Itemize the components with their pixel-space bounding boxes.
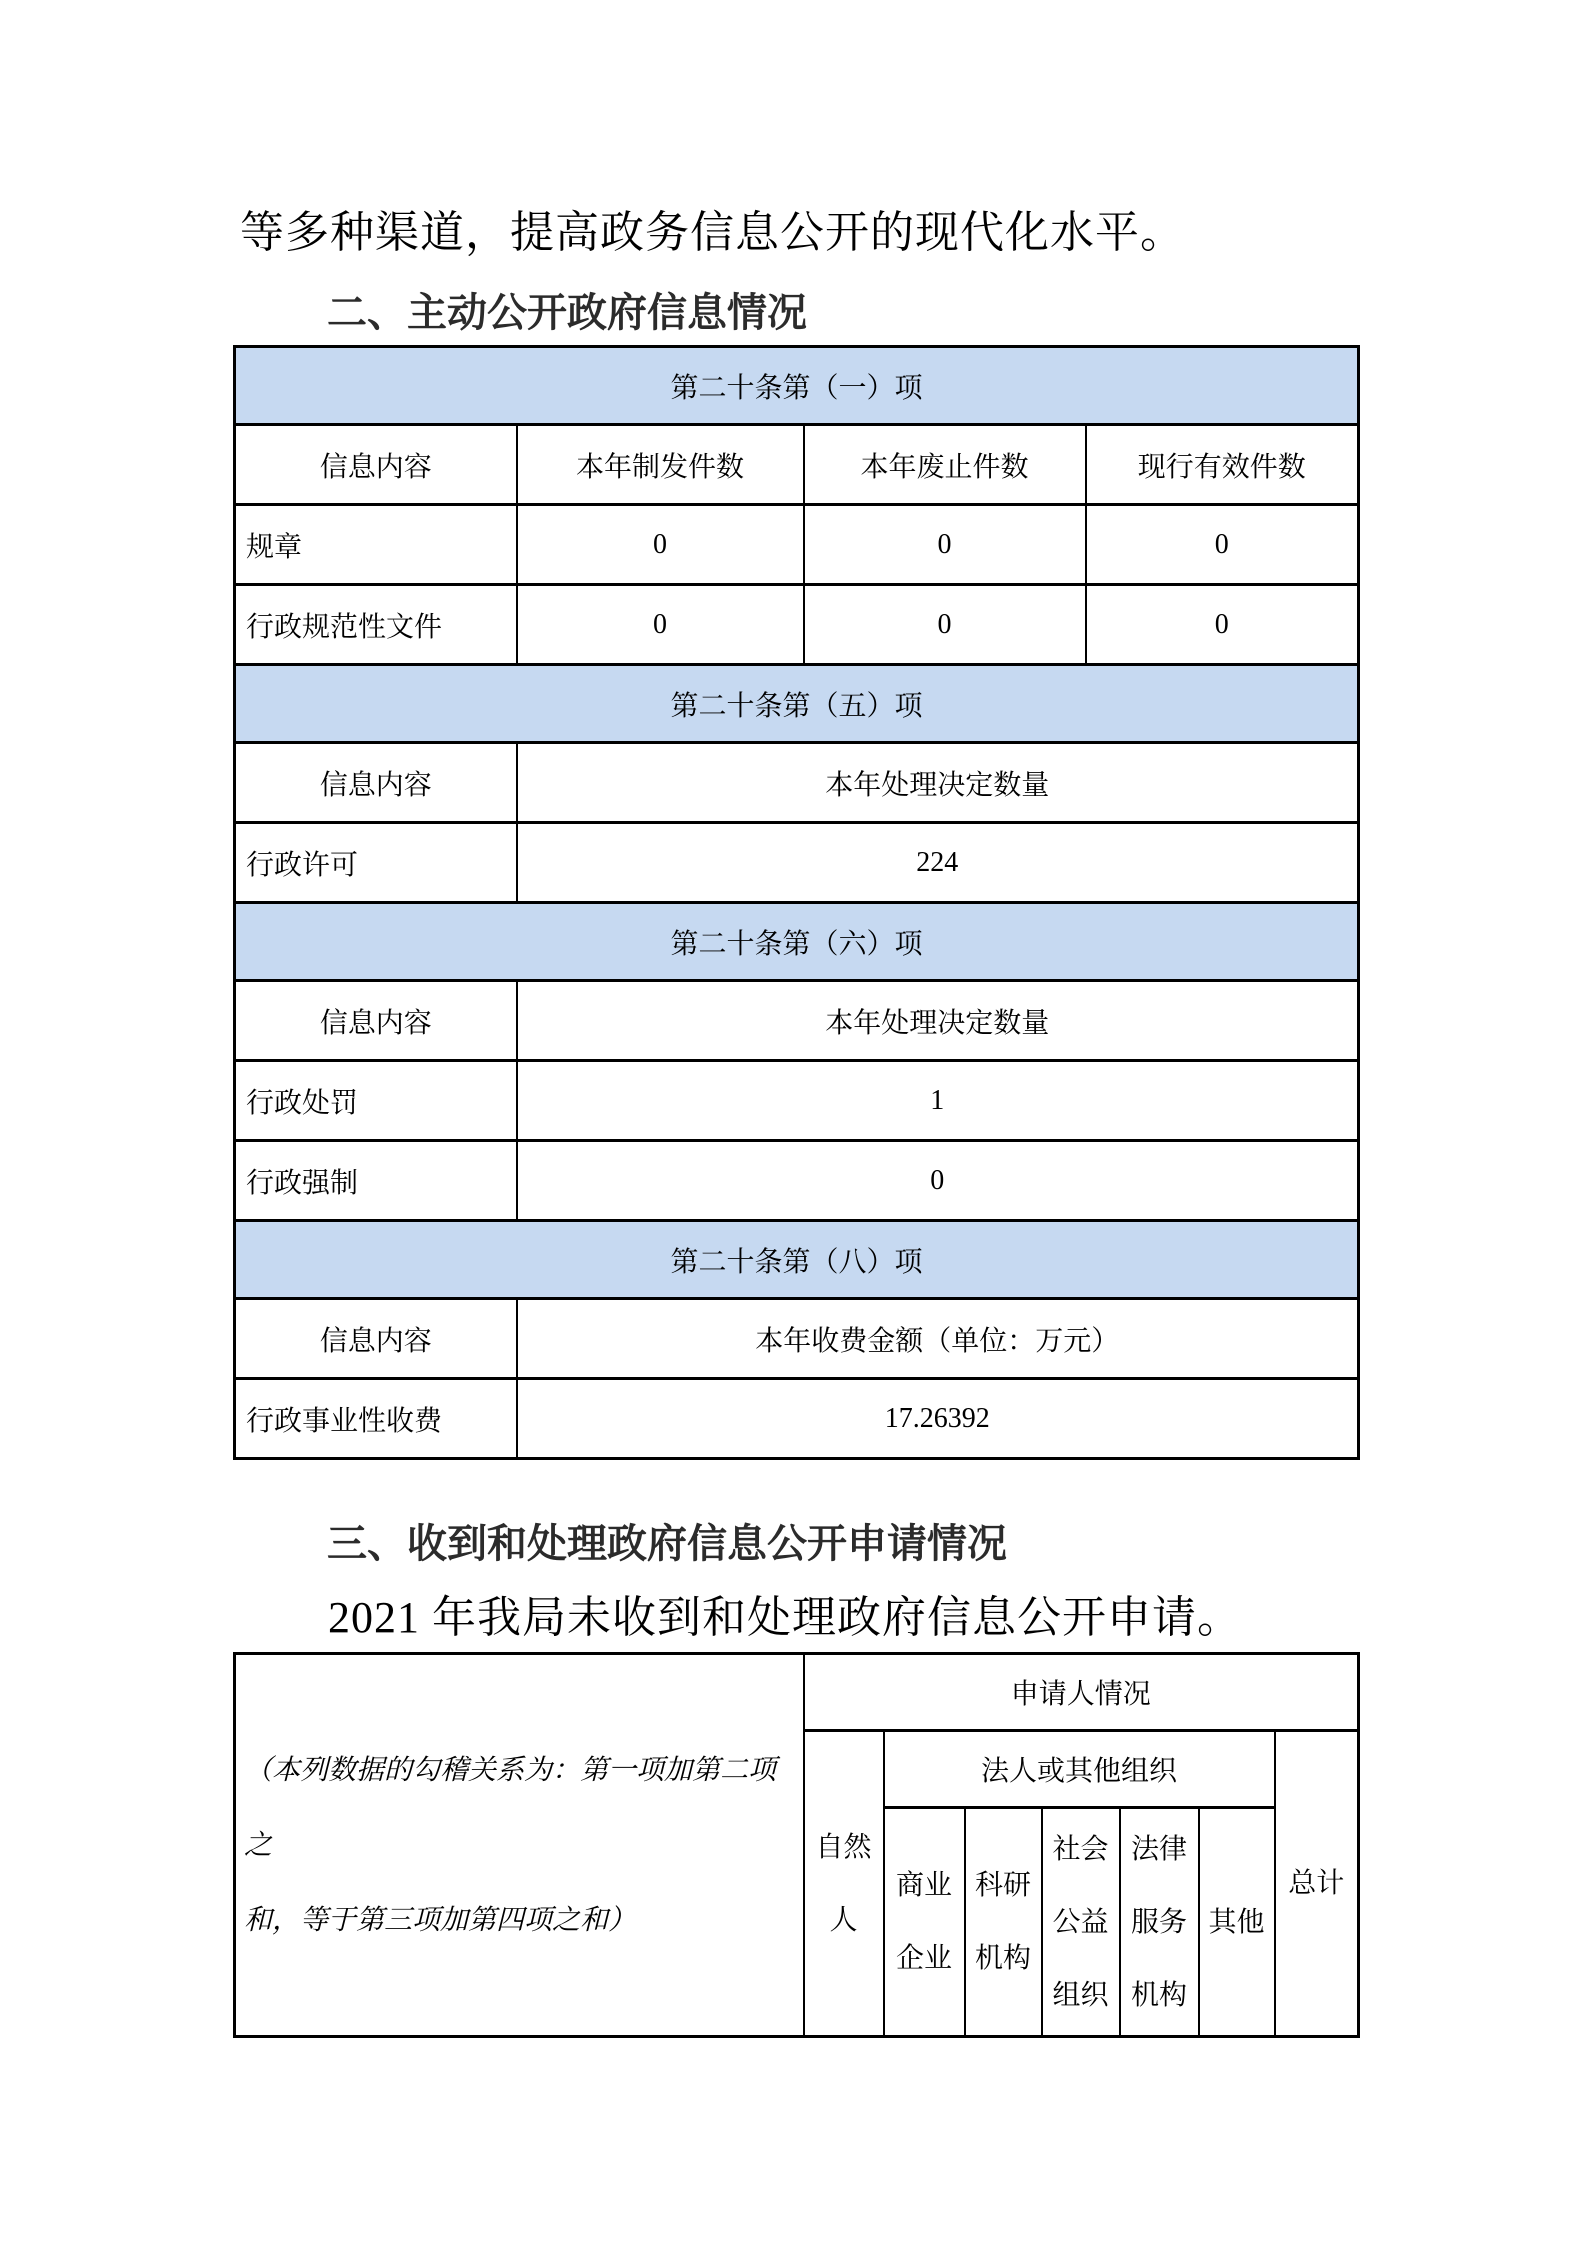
cell-value: 224: [517, 823, 1359, 903]
row-label: 行政处罚: [235, 1061, 517, 1141]
table-row-admin-license: [235, 823, 1359, 903]
col-header-decisions-count: 本年处理决定数量: [517, 743, 1359, 823]
note-line-1: （本列数据的勾稽关系为：第一项加第二项之: [244, 1754, 777, 1861]
cell-value: 0: [517, 1141, 1359, 1221]
col-header-legal-service-org: 法律服务机构: [1120, 1808, 1199, 2037]
cell-value: 0: [804, 585, 1086, 665]
cell-value: 0: [1086, 505, 1359, 585]
applicant-header-row: [235, 1654, 1359, 1731]
col-header-valid-count: 现行有效件数: [1086, 425, 1359, 505]
table-row-admin-coercion: [235, 1141, 1359, 1221]
band-row-article20-item6: [235, 903, 1359, 981]
col-header-info-content: 信息内容: [235, 743, 517, 823]
cell-value: 0: [1086, 585, 1359, 665]
applicant-status-header: 申请人情况: [804, 1654, 1359, 1731]
col-header-decisions-count: 本年处理决定数量: [517, 981, 1359, 1061]
col-header-info-content: 信息内容: [235, 425, 517, 505]
band-row-article20-item8: [235, 1221, 1359, 1299]
cell-value: 1: [517, 1061, 1359, 1141]
col-header-issued-count: 本年制发件数: [517, 425, 804, 505]
application-table: [233, 1652, 1360, 2038]
row-label: 行政事业性收费: [235, 1379, 517, 1459]
cell-value: 0: [517, 585, 804, 665]
col-header-repealed-count: 本年废止件数: [804, 425, 1086, 505]
band-article20-item1: 第二十条第（一）项: [235, 347, 1359, 425]
col-header-fees-amount: 本年收费金额（单位：万元）: [517, 1299, 1359, 1379]
col-header-social-welfare-org: 社会公益组织: [1042, 1808, 1120, 2037]
proactive-disclosure-table: [233, 345, 1360, 1460]
row-label: 规章: [235, 505, 517, 585]
section-3-heading: 三、收到和处理政府信息公开申请情况: [327, 1522, 1007, 1566]
header-row: [235, 425, 1359, 505]
band-article20-item6: 第二十条第（六）项: [235, 903, 1359, 981]
cell-value: 0: [804, 505, 1086, 585]
header-row: [235, 743, 1359, 823]
cell-value: 17.26392: [517, 1379, 1359, 1459]
cell-value: 0: [517, 505, 804, 585]
header-row: [235, 981, 1359, 1061]
band-row-article20-item1: [235, 347, 1359, 425]
col-header-total: 总计: [1275, 1731, 1359, 2037]
band-article20-item8: 第二十条第（八）项: [235, 1221, 1359, 1299]
band-row-article20-item5: [235, 665, 1359, 743]
col-header-research-institution: 科研机构: [965, 1808, 1042, 2037]
header-row: [235, 1299, 1359, 1379]
col-header-other: 其他: [1199, 1808, 1275, 2037]
table-row-rules: [235, 505, 1359, 585]
table-row-normative-documents: [235, 585, 1359, 665]
col-header-info-content: 信息内容: [235, 1299, 517, 1379]
intro-paragraph: 等多种渠道，提高政务信息公开的现代化水平。: [240, 208, 1185, 257]
band-article20-item5: 第二十条第（五）项: [235, 665, 1359, 743]
row-label: 行政强制: [235, 1141, 517, 1221]
table-row-admin-fees: [235, 1379, 1359, 1459]
col-header-legal-or-other-org: 法人或其他组织: [884, 1731, 1275, 1808]
row-label: 行政规范性文件: [235, 585, 517, 665]
table-row-admin-penalty: [235, 1061, 1359, 1141]
col-header-info-content: 信息内容: [235, 981, 517, 1061]
row-label: 行政许可: [235, 823, 517, 903]
section-3-paragraph: 2021 年我局未收到和处理政府信息公开申请。: [328, 1593, 1242, 1642]
section-2-heading: 二、主动公开政府信息情况: [327, 291, 807, 335]
col-header-commercial-enterprise: 商业企业: [884, 1808, 965, 2037]
note-line-2: 和，等于第三项加第四项之和）: [244, 1904, 637, 1936]
col-header-natural-person: 自然人: [804, 1731, 884, 2037]
note-cell: [235, 1654, 804, 2037]
